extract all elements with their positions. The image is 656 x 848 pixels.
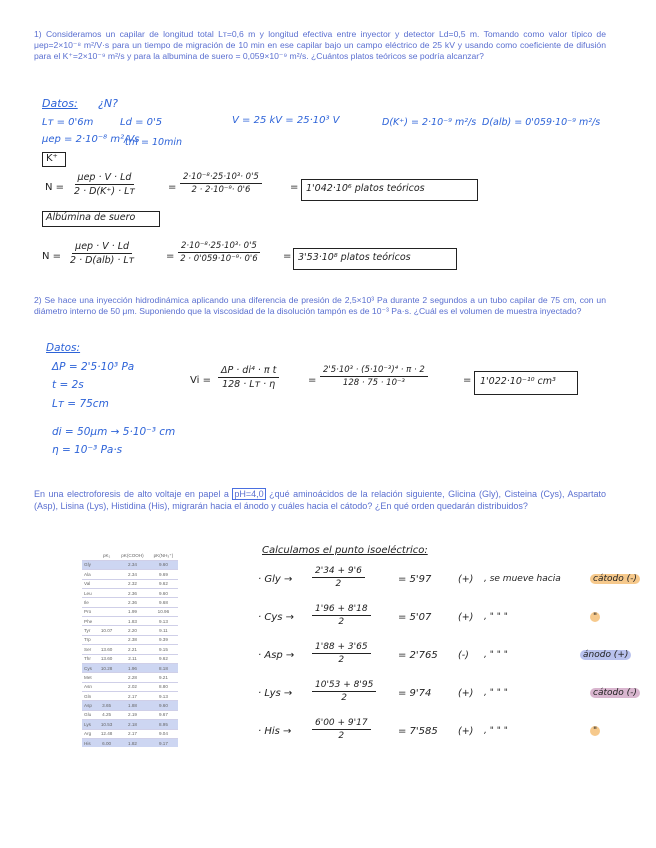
table-row [82, 654, 178, 663]
pi-fraction [312, 604, 371, 627]
table-cell: 2.17 [116, 692, 149, 701]
table-cell: Asn [82, 682, 97, 691]
table-cell: 9.60 [149, 560, 178, 569]
table-cell: 9.60 [149, 588, 178, 597]
datum-tm: tm = 10min [125, 137, 182, 148]
datos-label-2: Datos: [46, 342, 81, 354]
pi-numerator: 1'96 + 8'18 [312, 604, 371, 616]
formula-fraction-alb [70, 241, 134, 266]
question-3-part1: En una electroforesis de alto voltaje en papel a [34, 489, 233, 499]
table-cell: 2.21 [116, 645, 149, 654]
substitution-denominator: 2 · 0'059·10⁻⁹· 0'6 [180, 254, 258, 264]
datum-d-k: D(K⁺) = 2·10⁻⁹ m²/s [382, 117, 477, 128]
table-row [82, 663, 178, 672]
table-row [82, 626, 178, 635]
table-cell: 9.68 [149, 598, 178, 607]
pk-table-header [82, 552, 178, 560]
substitution-numerator: 2'5·10³ · (5·10⁻³)⁴ · π · 2 [320, 365, 428, 377]
table-row [82, 598, 178, 607]
table-cell [97, 579, 116, 588]
pk-table-header-cell: pK(NH₃⁺) [153, 552, 174, 558]
table-cell: 2.19 [116, 710, 149, 719]
pk-table-header-cell: pK(COOH) [121, 553, 144, 559]
pi-numerator: 1'88 + 3'65 [312, 642, 371, 654]
pk-table-body [82, 560, 178, 747]
table-cell: Ala [82, 570, 97, 579]
result-k: 1'042·10⁶ platos teóricos [306, 183, 425, 194]
table-cell: 10.28 [97, 663, 116, 672]
pi-result: = 9'74 [398, 688, 432, 699]
table-cell: 1.96 [116, 663, 149, 672]
table-cell: 9.69 [149, 570, 178, 579]
table-row [82, 738, 178, 747]
migration-text: , " " " [484, 726, 508, 736]
electrode-highlight: " [590, 726, 600, 736]
table-cell: 6.00 [97, 738, 116, 747]
table-cell [97, 673, 116, 682]
table-row [82, 570, 178, 579]
substitution-fraction-alb [178, 241, 260, 264]
charge-sign: (+) [458, 688, 474, 699]
table-row [82, 710, 178, 719]
table-cell: 2.34 [116, 570, 149, 579]
substitution-numerator: 2·10⁻⁸·25·10³· 0'5 [180, 172, 262, 184]
table-cell: 10.53 [97, 720, 116, 729]
migration-text: , " " " [484, 650, 508, 660]
substitution-denominator: 128 · 75 · 10⁻³ [342, 378, 405, 388]
formula-denominator: 2 · D(alb) · Lт [70, 255, 135, 266]
n-symbol-alb: N = [42, 251, 62, 262]
datum-lt: Lт = 0'6m [42, 117, 94, 128]
result-alb: 3'53·10⁸ platos teóricos [298, 252, 411, 263]
pi-result: = 2'765 [398, 650, 438, 661]
table-cell: 2.02 [116, 682, 149, 691]
table-cell [97, 560, 116, 569]
migration-text: , se mueve hacia [484, 574, 561, 584]
table-cell: Lys [82, 720, 97, 729]
table-cell: 10.07 [97, 626, 116, 635]
table-cell [97, 692, 116, 701]
datos-label-1: Datos: [42, 97, 78, 110]
table-cell [97, 635, 116, 644]
ph-highlight: pH=4,0 [234, 489, 264, 499]
table-cell: 12.48 [97, 729, 116, 738]
table-cell [97, 570, 116, 579]
k-label: K⁺ [46, 153, 58, 164]
charge-sign: (+) [458, 612, 474, 623]
amino-acid-label: · His → [258, 726, 292, 737]
table-cell: Cys [82, 663, 97, 672]
amino-acid-label: · Cys → [258, 612, 295, 623]
isoelectric-title: Calculamos el punto isoeléctrico: [262, 545, 428, 556]
pi-fraction [312, 566, 365, 589]
pi-numerator: 2'34 + 9'6 [312, 566, 365, 578]
table-cell: 13.60 [97, 654, 116, 663]
question-3-text [34, 488, 606, 512]
formula-denominator: 128 · Lт · η [222, 379, 276, 390]
formula-numerator: μep · V · Ld [75, 172, 135, 185]
table-row [82, 729, 178, 738]
table-cell: 9.67 [149, 710, 178, 719]
table-cell: 9.13 [149, 617, 178, 626]
substitution-fraction-vi [320, 365, 428, 388]
datum-lt2: Lт = 75cm [52, 398, 109, 410]
amino-acid-label: · Asp → [258, 650, 295, 661]
table-cell: 9.17 [149, 738, 178, 747]
equals-sign: = [290, 182, 299, 193]
pi-fraction [312, 718, 371, 741]
equals-sign: = [283, 251, 292, 262]
pk-table-header-cell: pK₁ [103, 553, 111, 559]
table-cell: 13.60 [97, 645, 116, 654]
table-cell: Ile [82, 598, 97, 607]
pi-numerator: 6'00 + 9'17 [312, 718, 371, 730]
electrode-tag [590, 612, 600, 622]
pi-denominator: 2 [341, 693, 348, 703]
equals-sign: = [308, 375, 317, 386]
charge-sign: (+) [458, 726, 474, 737]
table-row [82, 635, 178, 644]
table-cell: 2.32 [116, 579, 149, 588]
table-cell: 9.62 [149, 654, 178, 663]
table-cell: 8.80 [149, 682, 178, 691]
table-cell: 1.82 [116, 738, 149, 747]
equals-sign: = [168, 182, 177, 193]
pi-result: = 7'585 [398, 726, 438, 737]
table-cell: Tyr [82, 626, 97, 635]
pi-fraction [312, 642, 371, 665]
table-cell: Val [82, 579, 97, 588]
table-cell [97, 588, 116, 597]
electrode-highlight: " [590, 612, 600, 622]
electrode-tag [590, 574, 640, 584]
substitution-denominator: 2 · 2·10⁻⁹· 0'6 [191, 185, 251, 195]
table-cell: 9.60 [149, 701, 178, 710]
amino-acid-label: · Gly → [258, 574, 293, 585]
pk-table [82, 552, 178, 747]
table-cell: Met [82, 673, 97, 682]
table-cell: 2.34 [116, 560, 149, 569]
equals-sign: = [166, 251, 175, 262]
table-row [82, 720, 178, 729]
table-cell: 9.15 [149, 645, 178, 654]
unknown-n: ¿N? [98, 97, 118, 110]
formula-fraction-k [74, 172, 135, 197]
n-symbol-k: N = [45, 182, 65, 193]
datum-d-alb: D(alb) = 0'059·10⁻⁹ m²/s [482, 117, 601, 128]
vi-symbol: Vi = [190, 375, 211, 386]
amino-acid-label: · Lys → [258, 688, 293, 699]
table-cell: 9.11 [149, 626, 178, 635]
electrode-tag [580, 650, 631, 660]
table-cell: Gly [82, 560, 97, 569]
pi-result: = 5'97 [398, 574, 432, 585]
table-cell: Gln [82, 692, 97, 701]
electrode-tag [590, 726, 600, 736]
table-cell: Glu [82, 710, 97, 719]
table-cell: His [82, 738, 97, 747]
table-cell: Trp [82, 635, 97, 644]
table-cell: 4.25 [97, 710, 116, 719]
table-cell [97, 607, 116, 616]
datum-t: t = 2s [52, 379, 84, 391]
substitution-numerator: 2·10⁻⁸·25·10³· 0'5 [178, 241, 260, 253]
electrode-highlight: cátodo (-) [590, 688, 640, 698]
table-row [82, 607, 178, 616]
question-1-text: 1) Consideramos un capilar de longitud total Lт=0,6 m y longitud efectiva entre inyector y detector Ld=0,5 m. Tomando como valor típico de μep=2×10⁻⁸ m²/V·s para un tiempo de migración de 10 min en ese capilar bajo un campo eléctrico de 25 kV y usando como coeficiente de difusión para el K⁺=2×10⁻⁹ m²/s y para la albumina de suero = 0,059×10⁻⁹ m²/s. ¿Cuántos platos teóricos se podría alcanzar? [34, 29, 606, 61]
table-row [82, 692, 178, 701]
datum-voltage: V = 25 kV = 25·10³ V [232, 115, 340, 126]
datum-di: di = 50μm → 5·10⁻³ cm [52, 426, 176, 438]
electrode-highlight: cátodo (-) [590, 574, 640, 584]
table-cell: 3.65 [97, 701, 116, 710]
table-cell [97, 617, 116, 626]
formula-numerator: ΔP · di⁴ · π t [218, 365, 279, 378]
table-cell: 2.20 [116, 626, 149, 635]
table-cell: 1.83 [116, 617, 149, 626]
question-2-text: 2) Se hace una inyección hidrodinámica aplicando una diferencia de presión de 2,5×10³ Pa durante 2 segundos a un tubo capilar de 75 cm, con un diámetro interno de 50 μm. Suponiendo que la viscosidad de la disolución tampón es de 10⁻³ Pa·s. ¿Cuál es el volumen de muestra inyectado? [34, 295, 606, 316]
formula-numerator: μep · V · Ld [72, 241, 132, 254]
table-cell: Ser [82, 645, 97, 654]
table-cell: 9.21 [149, 673, 178, 682]
table-row [82, 617, 178, 626]
result-vi: 1'022·10⁻¹⁰ cm³ [480, 376, 556, 387]
table-cell: Pro [82, 607, 97, 616]
datum-ld: Ld = 0'5 [120, 117, 163, 128]
table-cell: 1.99 [116, 607, 149, 616]
table-row [82, 588, 178, 597]
table-cell: 2.36 [116, 598, 149, 607]
table-cell: 1.88 [116, 701, 149, 710]
equals-sign: = [463, 375, 472, 386]
pk-table-header-cell [82, 552, 97, 560]
table-cell: 2.17 [116, 729, 149, 738]
table-row [82, 682, 178, 691]
table-cell: Phe [82, 617, 97, 626]
table-cell: 2.11 [116, 654, 149, 663]
table-cell: 2.36 [116, 588, 149, 597]
pi-denominator: 2 [335, 579, 342, 589]
table-cell: Arg [82, 729, 97, 738]
pi-result: = 5'07 [398, 612, 432, 623]
pi-fraction [312, 680, 376, 703]
pi-denominator: 2 [338, 617, 345, 627]
table-cell: 9.39 [149, 635, 178, 644]
table-cell: 8.95 [149, 720, 178, 729]
table-row [82, 560, 178, 569]
table-cell: 2.28 [116, 673, 149, 682]
migration-text: , " " " [484, 612, 508, 622]
table-cell: 2.38 [116, 635, 149, 644]
table-row [82, 645, 178, 654]
table-cell: 9.13 [149, 692, 178, 701]
pi-denominator: 2 [338, 655, 345, 665]
migration-text: , " " " [484, 688, 508, 698]
charge-sign: (+) [458, 574, 474, 585]
question-3-part2: ¿qué aminoácidos de la relación siguiente, Glicina (Gly), Cisteina (Cys), Aspartato (Asp), Lisina (Lys), Histidina (His), migrarán hacia el ánodo y cuáles hacia el cátodo? ¿En qué orden quedarán distribuidos? [34, 489, 606, 511]
table-cell: Thr [82, 654, 97, 663]
pi-denominator: 2 [338, 731, 345, 741]
table-cell: 10.96 [149, 607, 178, 616]
electrode-tag [590, 688, 640, 698]
table-row [82, 701, 178, 710]
table-cell: 9.04 [149, 729, 178, 738]
table-cell: Asp [82, 701, 97, 710]
table-cell [97, 598, 116, 607]
datum-eta: η = 10⁻³ Pa·s [52, 444, 123, 456]
formula-denominator: 2 · D(K⁺) · Lт [74, 186, 135, 197]
table-cell: 8.18 [149, 663, 178, 672]
charge-sign: (-) [458, 650, 469, 661]
pi-numerator: 10'53 + 8'95 [312, 680, 376, 692]
table-cell [97, 682, 116, 691]
table-row [82, 579, 178, 588]
datum-mu: μep = 2·10⁻⁸ m²/Vs [42, 134, 140, 145]
datum-dp: ΔP = 2'5·10³ Pa [52, 361, 135, 373]
table-cell: 2.18 [116, 720, 149, 729]
substitution-fraction-k [180, 172, 262, 195]
table-row [82, 673, 178, 682]
electrode-highlight: ánodo (+) [580, 650, 631, 660]
table-cell: Leu [82, 588, 97, 597]
table-cell: 9.62 [149, 579, 178, 588]
formula-fraction-vi [218, 365, 279, 390]
albumin-label: Albúmina de suero [46, 212, 136, 223]
